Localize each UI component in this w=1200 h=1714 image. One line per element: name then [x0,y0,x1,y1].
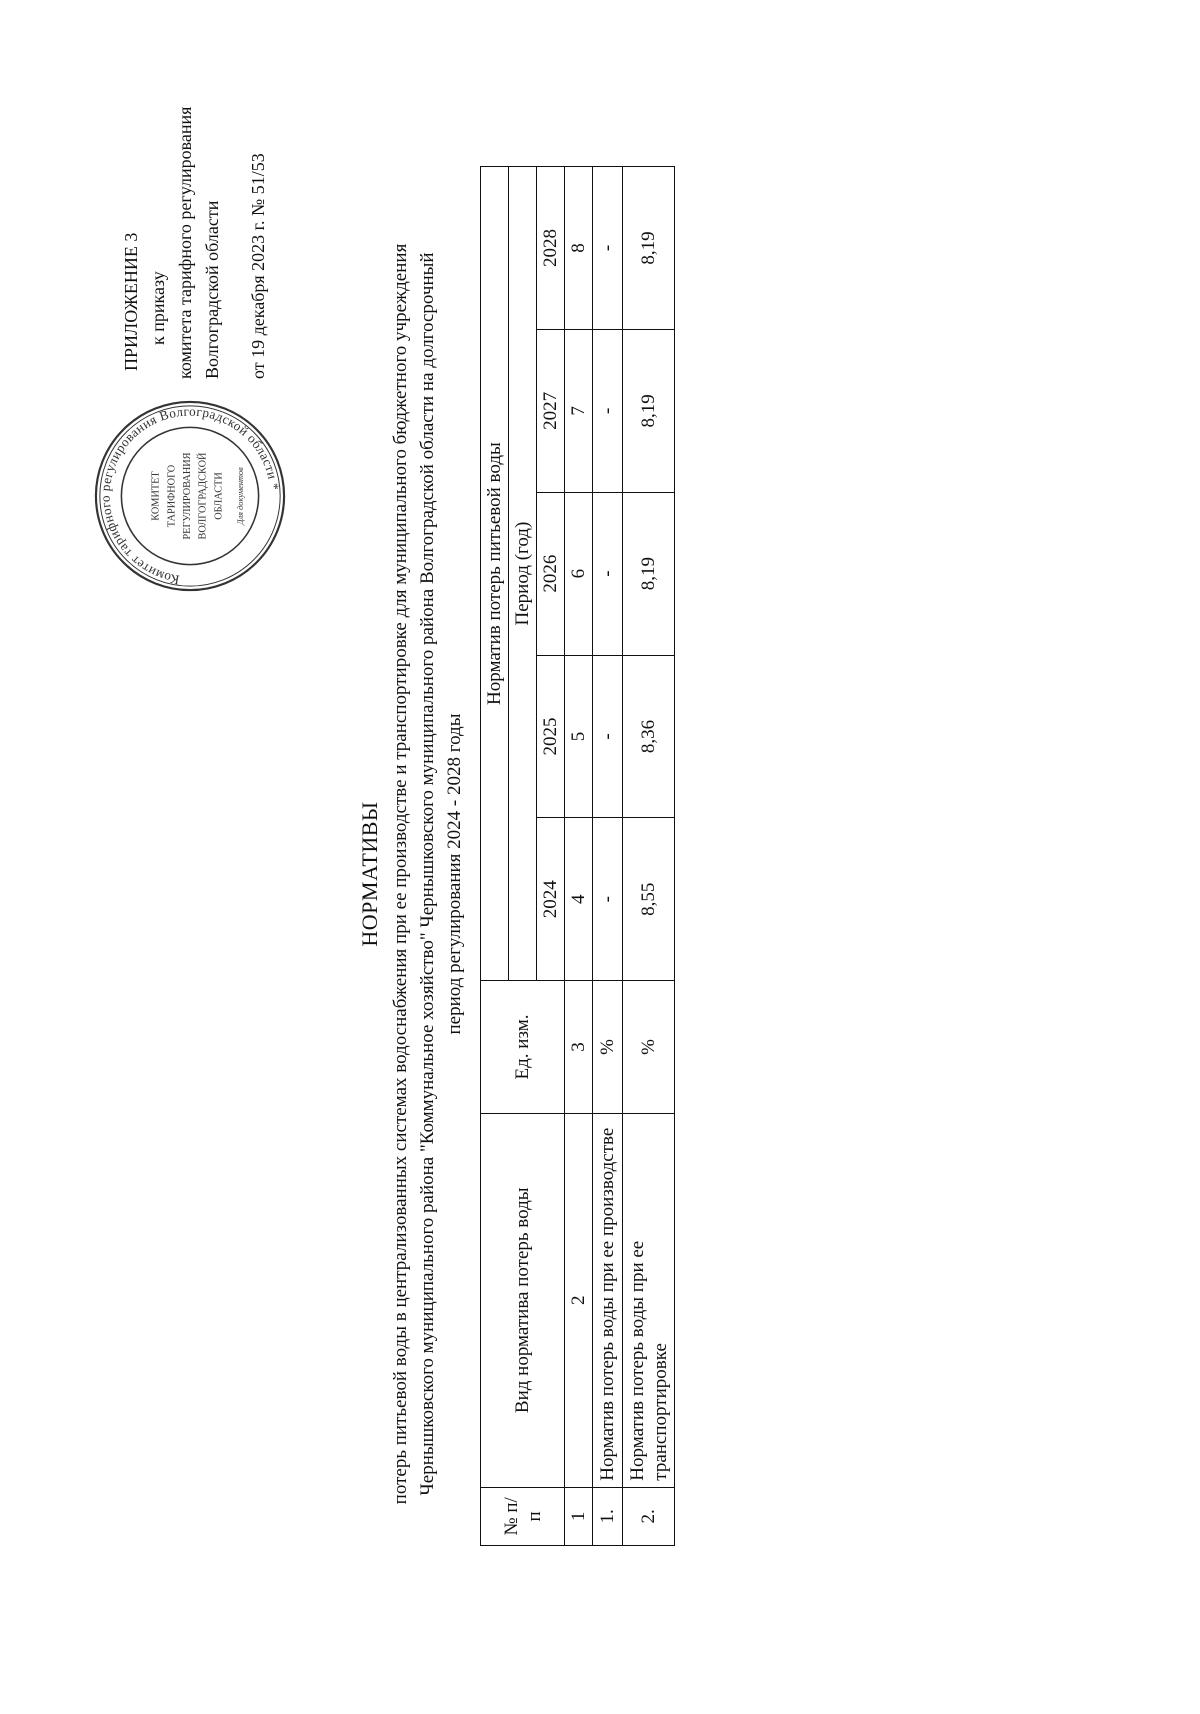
row-unit: % [623,981,675,1114]
appendix-date: от 19 декабря 2023 г. № 51/53 [248,153,268,379]
index-cell: 6 [565,492,593,655]
header-year: 2026 [537,492,565,655]
row-num: 1. [593,1487,623,1545]
row-kind: Норматив потерь воды при ее транспортировке [623,1113,675,1487]
index-cell: 4 [565,818,593,981]
document-subtitle: потерь питьевой воды в централизованных системах водоснабжения при ее производстве и транспортировке для муниципального бюджетного учреждения Чернышковского муниципального района "Коммунальное хозяйство" Чернышковского муниципального района Волгоградской области на долгосрочный период регулирования 2024 - 2028 годы [390,243,465,1505]
table-index-row [565,167,593,1546]
header-unit: Ед. изм. [481,981,565,1114]
seal-center-line-2: ТАРИФНОГО [166,464,178,528]
seal-center-line-5: ОБЛАСТИ [213,472,225,520]
header-year: 2024 [537,818,565,981]
seal-bottom-text: Для документов [235,467,245,525]
index-cell: 7 [565,329,593,492]
header-group: Норматив потерь питьевой воды [481,167,509,981]
row-value: - [593,167,623,330]
index-cell: 3 [565,981,593,1114]
row-value: - [593,329,623,492]
row-value: - [593,655,623,818]
row-value: 8,36 [623,655,675,818]
header-period: Период (год) [509,167,537,981]
appendix-title: ПРИЛОЖЕНИЕ 3 [121,232,141,371]
document-title: НОРМАТИВЫ [357,801,382,947]
appendix-region: Волгоградской области [202,200,222,379]
seal-center-line-4: ВОЛГОГРАДСКОЙ [197,452,209,540]
row-value: 8,55 [623,818,675,981]
table-row [593,167,623,1546]
header-year: 2028 [537,167,565,330]
header-year: 2027 [537,329,565,492]
index-cell: 1 [565,1487,593,1545]
appendix-to-order: к приказу [148,271,168,345]
water-loss-norms-table [480,166,675,1546]
appendix-committee: комитета тарифного регулирования [175,106,195,379]
row-num: 2. [623,1487,675,1545]
index-cell: 2 [565,1113,593,1487]
table-header-row [481,167,509,1546]
index-cell: 8 [565,167,593,330]
index-cell: 5 [565,655,593,818]
seal-center-line-1: КОМИТЕТ [150,471,162,521]
row-value: 8,19 [623,167,675,330]
header-kind: Вид норматива потерь воды [481,1113,565,1487]
appendix-block [118,0,272,379]
row-value: 8,19 [623,329,675,492]
row-value: - [593,492,623,655]
row-unit: % [593,981,623,1114]
row-value: 8,19 [623,492,675,655]
row-value: - [593,818,623,981]
seal-ring-text: Комитет тарифного регулирования Волгоградской области * [97,403,283,588]
header-num: № п/п [481,1487,565,1545]
document-heading [355,174,468,1574]
official-seal-stamp [92,398,288,594]
seal-center-line-3: РЕГУЛИРОВАНИЯ [182,452,193,540]
table-row [623,167,675,1546]
row-kind: Норматив потерь воды при ее производстве [593,1113,623,1487]
header-year: 2025 [537,655,565,818]
